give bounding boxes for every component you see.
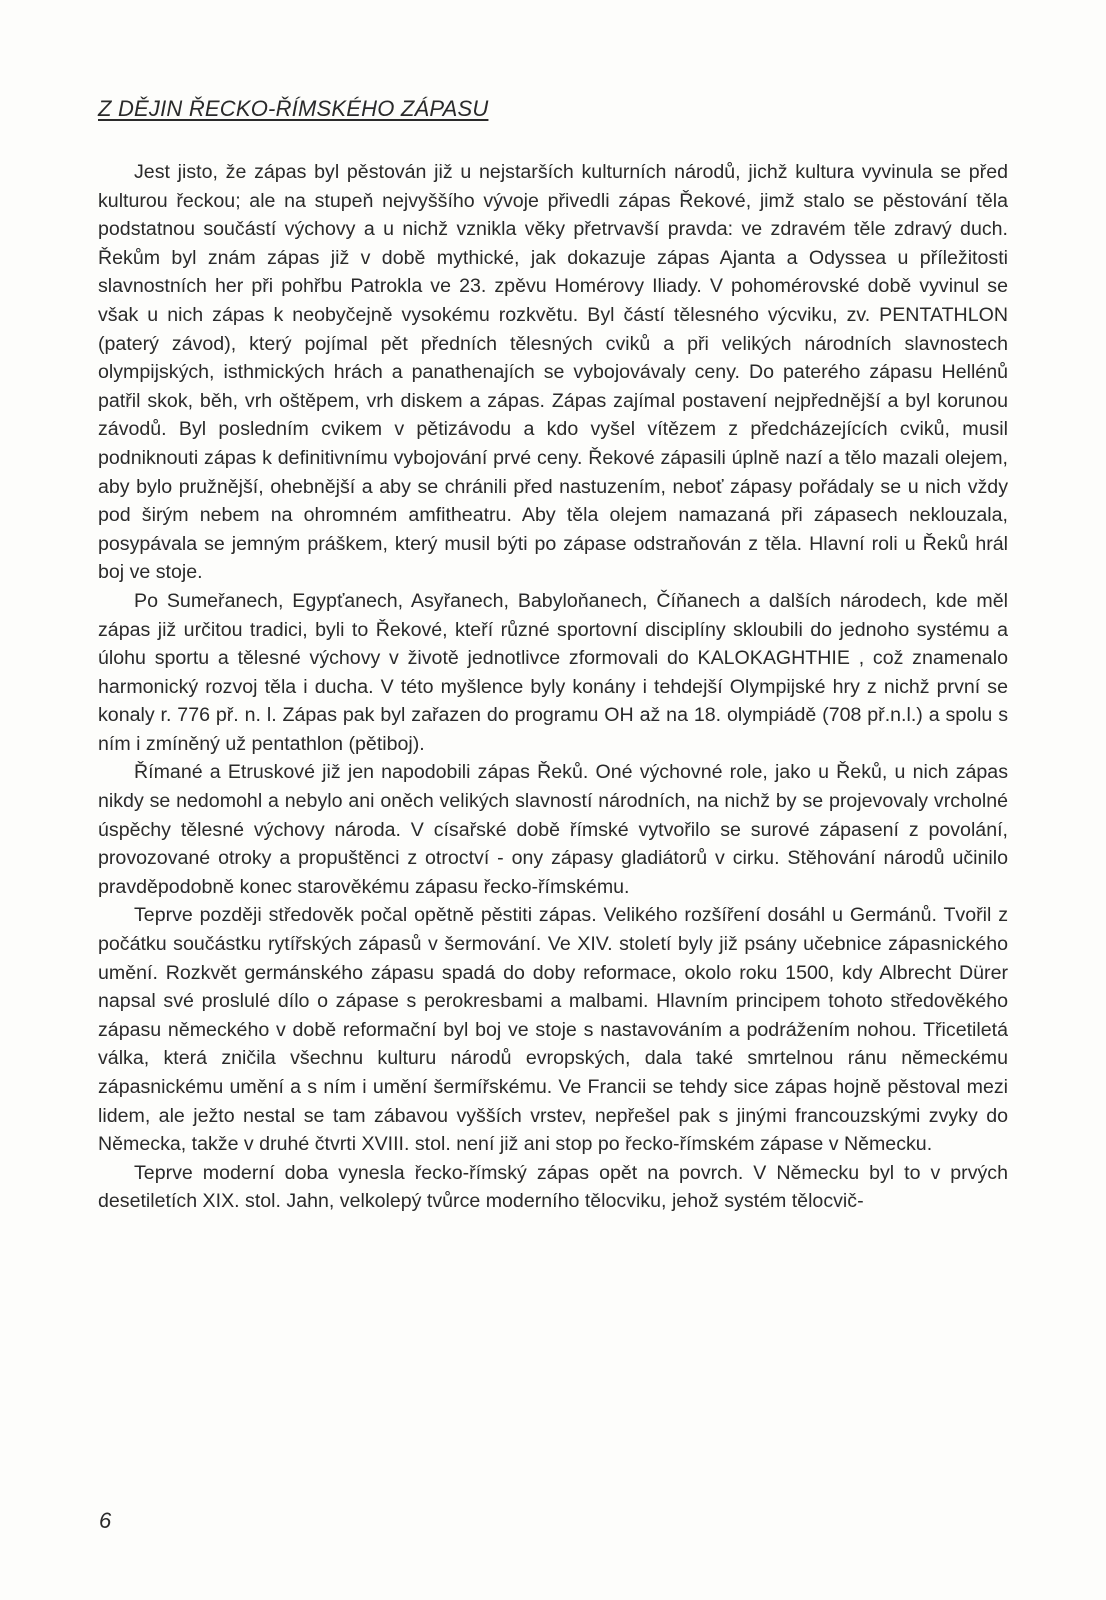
page-title: Z DĚJIN ŘECKO-ŘÍMSKÉHO ZÁPASU — [98, 96, 489, 121]
paragraph: Teprve později středověk počal opětně pěstiti zápas. Velikého rozšíření dosáhl u Germánů. Tvořil z počátku součástku rytířských zápasů v šermování. Ve XIV. století byly již psány učebnice zápasnického umění. Rozkvět germánského zápasu spadá do doby reformace, okolo roku 1500, kdy Albrecht Dürer napsal své proslulé dílo o zápase s perokresbami a malbami. Hlavním principem tohoto středověkého zápasu německého v době reformační byl boj ve stoje s nastavováním a podrážením nohou. Třicetiletá válka, která zničila všechnu kulturu národů evropských, dala také smrtelnou ránu německému zápasnickému umění a s ním i umění šermířskému. Ve Francii se tehdy sice zápas hojně pěstoval mezi lidem, ale ježto nestal se tam zábavou vyšších vrstev, nepřešel pak s jinými francouzskými zvyky do Německa, takže v druhé čtvrti XVIII. stol. není již ani stop po řecko-římském zápase v Německu. — [98, 904, 1008, 1156]
paragraph: Římané a Etruskové již jen napodobili zápas Řeků. Oné výchovné role, jako u Řeků, u nich zápas nikdy se nedomohl a nebylo ani oněch velikých slavností národních, na nichž by se projevovaly vrcholné úspěchy tělesné výchovy národa. V císařské době římské vytvořilo se surové zápasení z povolání, provozované otroky a propuštěnci z otroctví - ony zápasy gladiátorů v cirku. Stěhování národů učinilo pravděpodobně konec starověkému zápasu řecko-římskému. — [98, 761, 1008, 898]
paragraph: Jest jisto, že zápas byl pěstován již u nejstarších kulturních národů, jichž kultura vyvinula se před kulturou řeckou; ale na stupeň nejvyššího vývoje přivedli zápas Řekové, jimž stalo se pěstování těla podstatnou součástí výchovy a u nichž vznikla věky přetrvavší pravda: ve zdravém těle zdravý duch. Řekům byl znám zápas již v době mythické, jak dokazuje zápas Ajanta a Odyssea u příležitosti slavnostních her při pohřbu Patrokla ve 23. zpěvu Homérovy Iliady. V pohomérovské době vyvinul se však u nich zápas k neobyčejně vysokému rozkvětu. Byl částí tělesného výcviku, zv. PENTATHLON (paterý závod), který pojímal pět předních tělesných cviků a při velikých národních slavnostech olympijských, isthmických hrách a panathenajích se vybojovávaly ceny. Do paterého zápasu Hellénů patřil skok, běh, vrh oštěpem, vrh diskem a zápas. Zápas zajímal postavení nejpřednější a byl korunou závodů. Byl posledním cvikem v pětizávodu a kdo vyšel vítězem z předcházejících cviků, musil podniknouti zápas k definitivnímu vybojování prvé ceny. Řekové zápasili úplně nazí a tělo mazali olejem, aby bylo pružnější, ohebnější a aby se chránili před nastuzením, neboť zápasy pořádaly se u nich vždy pod širým nebem na ohromném amfitheatru. Aby těla olejem namazaná při zápasech neklouzala, posypávala se jemným práškem, který musil býti po zápase odstraňován z těla. Hlavní roli u Řeků hrál boj ve stoje. — [98, 161, 1008, 584]
paragraph: Teprve moderní doba vynesla řecko-římský zápas opět na povrch. V Německu byl to v prvých desetiletích XIX. stol. Jahn, velkolepý tvůrce moderního tělocviku, jehož systém tělocvič- — [98, 1161, 1008, 1213]
page-number: 6 — [99, 1508, 112, 1533]
paragraph: Po Sumeřanech, Egypťanech, Asyřanech, Babyloňanech, Číňanech a dalších národech, kde měl zápas již určitou tradici, byli to Řekové, kteří různé sportovní disciplíny skloubili do jednoho systému a úlohu sportu a tělesné výchovy v životě jednotlivce zformovali do KALOKAGHTHIE , což znamenalo harmonický rozvoj těla i ducha. V této myšlence byly konány i tehdejší Olympijské hry z nichž první se konaly r. 776 př. n. l. Zápas pak byl zařazen do programu OH až na 18. olympiádě (708 př.n.l.) a spolu s ním i zmíněný už pentathlon (pětiboj). — [98, 589, 1008, 755]
article-body — [98, 158, 1008, 1216]
